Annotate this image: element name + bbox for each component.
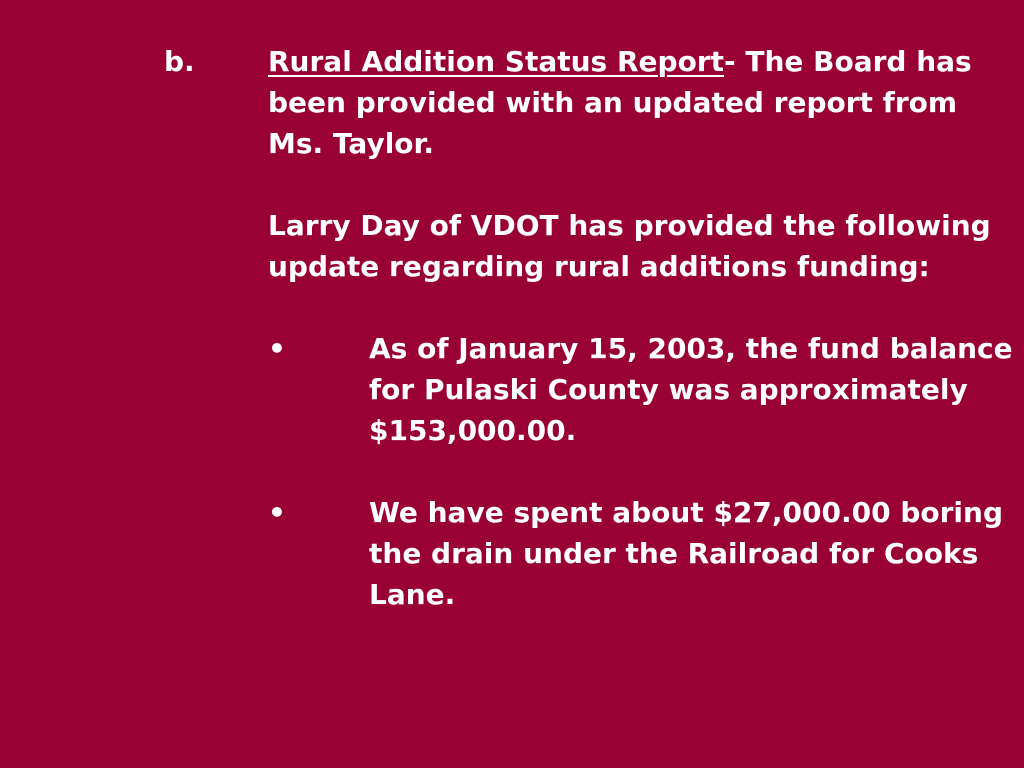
bullet-item-fund-balance: [268, 328, 1013, 451]
vdot-update-paragraph: Larry Day of VDOT has provided the following update regarding rural additions funding:: [268, 209, 991, 283]
bullet-icon: •: [268, 332, 286, 365]
status-report-summary: - The Board has been provided with an updated report from Ms. Taylor.: [268, 45, 972, 160]
status-report-paragraph: [268, 41, 1013, 164]
bullet-text: As of January 15, 2003, the fund balance for Pulaski County was approximately $153,000.00.: [369, 332, 1013, 447]
bullet-item-spending: [268, 492, 1013, 615]
status-report-heading: Rural Addition Status Report: [268, 45, 724, 78]
bullet-text: We have spent about $27,000.00 boring the drain under the Railroad for Cooks Lane.: [369, 496, 1003, 611]
item-marker: b.: [164, 45, 195, 78]
paragraph-spacer: [268, 164, 1013, 205]
bullet-icon: •: [268, 496, 286, 529]
paragraph-spacer: [268, 451, 1013, 492]
paragraph-spacer: [268, 287, 1013, 328]
item-body: [268, 41, 1013, 615]
